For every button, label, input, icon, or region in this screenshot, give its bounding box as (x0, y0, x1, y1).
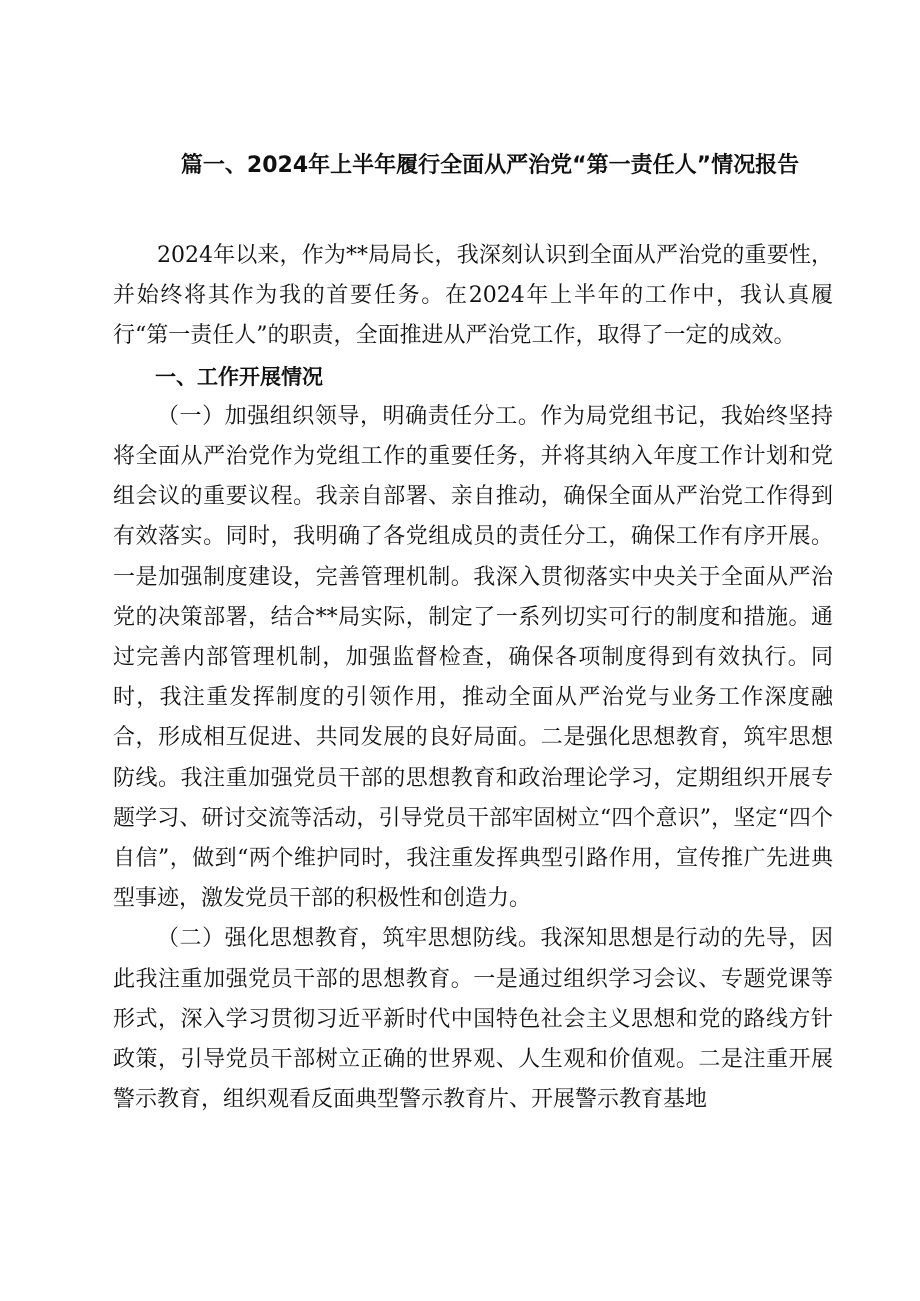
document-body (113, 236, 833, 1120)
document-title: 篇一、2024年上半年履行全面从严治党“第一责任人”情况报告 (180, 153, 800, 178)
body-paragraph-1: （一）加强组织领导，明确责任分工。作为局党组书记，我始终坚持将全面从严治党作为党组工作的重要任务，并将其纳入年度工作计划和党组会议的重要议程。我亲自部署、亲自推动，确保全面从严治党工作得到有效落实。同时，我明确了各党组成员的责任分工，确保工作有序开展。一是加强制度建设，完善管理机制。我深入贯彻落实中央关于全面从严治党的决策部署，结合**局实际，制定了一系列切实可行的制度和措施。通过完善内部管理机制，加强监督检查，确保各项制度得到有效执行。同时，我注重发挥制度的引领作用，推动全面从严治党与业务工作深度融合，形成相互促进、共同发展的良好局面。二是强化思想教育，筑牢思想防线。我注重加强党员干部的思想教育和政治理论学习，定期组织开展专题学习、研讨交流等活动，引导党员干部牢固树立“四个意识”，坚定“四个自信”，做到“两个维护同时，我注重发挥典型引路作用，宣传推广先进典型事迹，激发党员干部的积极性和创造力。 (113, 403, 833, 912)
intro-paragraph: 2024年以来，作为**局局长，我深刻认识到全面从严治党的重要性，并始终将其作为我的首要任务。在2024年上半年的工作中，我认真履行“第一责任人”的职责，全面推进从严治党工作，取得了一定的成效。 (113, 243, 833, 349)
body-paragraph-2: （二）强化思想教育，筑牢思想防线。我深知思想是行动的先导，因此我注重加强党员干部的思想教育。一是通过组织学习会议、专题党课等形式，深入学习贯彻习近平新时代中国特色社会主义思想和党的路线方针政策，引导党员干部树立正确的世界观、人生观和价值观。二是注重开展警示教育，组织观看反面典型警示教育片、开展警示教育基地 (113, 926, 833, 1113)
section-heading: 一、工作开展情况 (155, 364, 323, 389)
